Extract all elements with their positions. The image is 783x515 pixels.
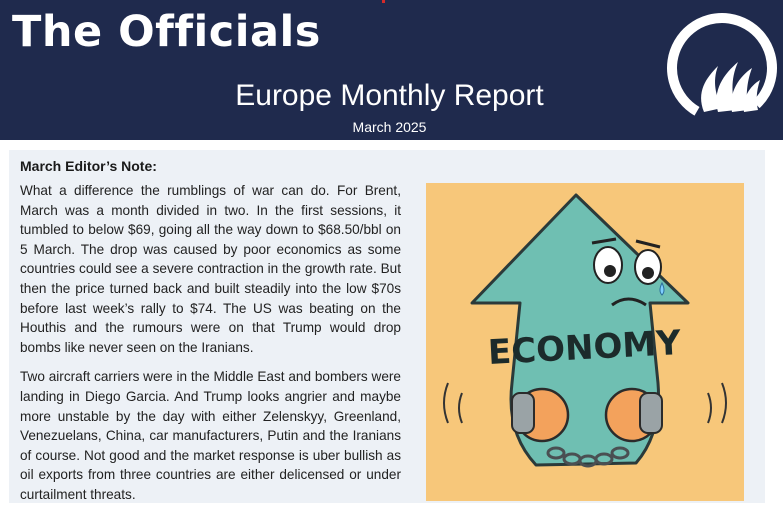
flame-logo-icon <box>666 4 778 132</box>
report-title-text: Europe Monthly Report <box>235 79 544 112</box>
red-marker <box>382 0 385 3</box>
editor-note-paragraph: What a difference the rumblings of war can do. For Brent, March was a month divided in two. In the first sessions, it tumbled to below $69, going all the way down to $68.50/bbl on 5 March. The drop was caused by poor economics as some countries could see a severe contraction in the growth rate. But then the price turned back and built steadily into the low $70s before last week’s rally to $74. The US was beating on the Houthis and the rumours were on that Trump would drop bombs like never seen on the Iranians. <box>20 183 401 355</box>
brand-name: The Officials <box>12 7 321 57</box>
editor-note-body <box>20 181 401 515</box>
economy-label: ECONOMY <box>487 322 682 374</box>
editor-note-paragraph: Two aircraft carriers were in the Middle East and bombers were landing in Diego Garcia. And Trump looks angrier and maybe more unstable by the day with either Zelenskyy, Greenland, Venezuelans, China, car manufacturers, Putin and the Iranians of course. Not good and the market response is uber bullish as oil exports from three countries are either delicensed or under curtailment threats. <box>20 369 401 502</box>
economy-illustration <box>426 183 744 501</box>
report-header <box>0 0 783 140</box>
editor-note-heading: March Editor’s Note: <box>20 158 157 174</box>
report-date-text: March 2025 <box>352 119 427 135</box>
handcuffed-economy-arrow-icon <box>426 183 744 501</box>
